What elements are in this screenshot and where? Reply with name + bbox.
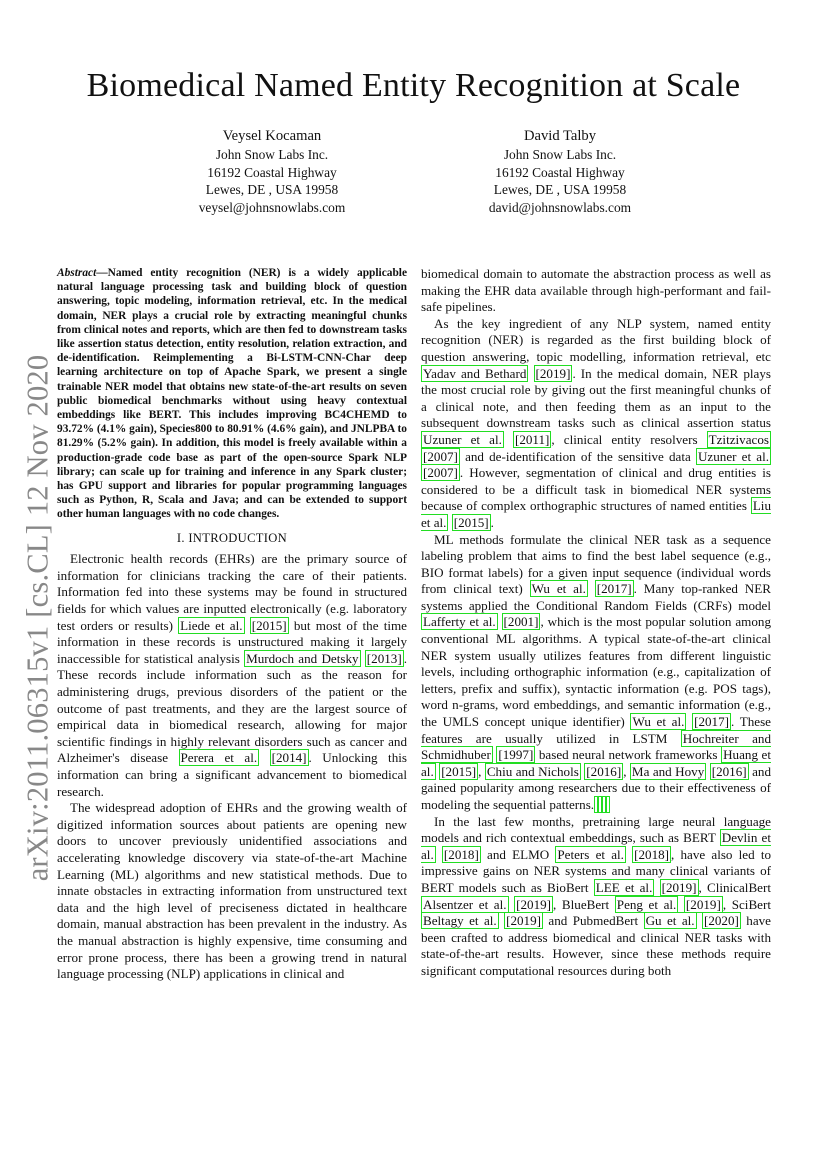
- section-heading: I. INTRODUCTION: [176, 530, 288, 545]
- author-street: 16192 Coastal Highway: [207, 164, 337, 180]
- citation-link[interactable]: LEE et al.: [595, 879, 653, 895]
- citation-link[interactable]: [1997]: [498, 747, 534, 763]
- citation-link[interactable]: Perera et al.: [180, 750, 258, 766]
- abstract-label: Abstract: [57, 267, 97, 279]
- author-city: Lewes, DE , USA 19958: [205, 182, 339, 198]
- author-name: David Talby: [523, 128, 597, 144]
- citation-link[interactable]: Murdoch and Detsky: [246, 650, 359, 666]
- author-org: John Snow Labs Inc.: [503, 147, 617, 162]
- paragraph-intro-2-cont: biomedical domain to automate the abstraction process as well as making the EHR data available through high-performant and fail-safe pipelines.: [421, 266, 771, 315]
- citation-link[interactable]: Wu et al.: [531, 581, 586, 597]
- citation-link[interactable]: [2016]: [711, 763, 747, 779]
- citation-link[interactable]: [2015]: [453, 514, 489, 530]
- citation-link[interactable]: [2016]: [586, 763, 622, 779]
- citation-link[interactable]: [2020]: [703, 913, 739, 929]
- paragraph-intro-2: The widespread adoption of EHRs and the growing wealth of digitized information sources about patients are opening new doors to uncover previously unidentified associations and accelerating knowledge discovery via state-of-the-art Machine Learning (ML) algorithms and new statistical methods. Due to innate obstacles in extracting information from unstructured text data and the high level of preciseness dictated in healthcare domain, manual abstraction has been prevalent in the industry. As the manual abstraction is highly expensive, time consuming and error prone process, there has been a growing trend in natural language processing (NLP) applications in clinical and: [57, 800, 407, 982]
- author-email: david@johnsnowlabs.com: [488, 199, 632, 215]
- citation-link[interactable]: Chiu and Nichols: [486, 763, 579, 779]
- citation-link[interactable]: Uzuner et al.: [423, 431, 502, 447]
- citation-link[interactable]: [2001]: [503, 614, 539, 630]
- citation-link[interactable]: [2017]: [694, 714, 730, 730]
- citation-link[interactable]: Alsentzer et al.: [423, 896, 507, 912]
- citation-link[interactable]: [2007]: [423, 465, 458, 481]
- citation-link[interactable]: Liede et al.: [180, 617, 243, 633]
- citation-link[interactable]: Peng et al.: [616, 896, 677, 912]
- author-org: John Snow Labs Inc.: [215, 147, 329, 162]
- citation-link[interactable]: [2014]: [271, 750, 307, 766]
- citation-link[interactable]: [2019]: [506, 913, 542, 929]
- author-name: Veysel Kocaman: [222, 128, 322, 144]
- author-block-1: [142, 126, 402, 216]
- citation-link[interactable]: [2018]: [443, 846, 479, 862]
- citation-link[interactable]: Peters et al.: [557, 846, 624, 862]
- abstract-text: —Named entity recognition (NER) is a widely applicable natural language processing task and building block of question answering, topic modeling, information retrieval, etc. In the medical domain, NER plays a crucial role by extracting meaningful chunks from clinical notes and reports, which are then fed to downstream tasks like assertion status detection, entity resolution, relation extraction, and de-identification. Reimplementing a Bi-LSTM-CNN-Char deep learning architecture on top of Apache Spark, we present a single trainable NER model that obtains new state-of-the-art results on seven public biomedical benchmarks without using heavy contextual embeddings like BERT. This includes improving BC4CHEMD to 93.72% (4.1% gain), Species800 to 80.91% (4.6% gain), and JNLPBA to 81.29% (5.2% gain). In addition, this model is freely available within a production-grade code base as part of the open-source Spark NLP library; can scale up for training and inference in any Spark cluster; has GPU support and libraries for popular programming languages such as Python, R, Scala and Java; and can be extended to support other human languages with no code changes.: [57, 267, 407, 521]
- citation-link[interactable]: [2015]: [251, 617, 287, 633]
- author-city: Lewes, DE , USA 19958: [493, 182, 627, 198]
- citation-link[interactable]: [2007]: [423, 448, 458, 464]
- citation-link[interactable]: Hochreiter and Schmidhuber: [421, 730, 771, 763]
- citation-link[interactable]: Yadav and Bethard: [423, 365, 527, 381]
- paragraph-intro-5: In the last few months, pretraining large neural language models and rich contextual embeddings, such as BERT Devlin et al. [2018] and ELMO Peters et al. [2018] , have also led to impressive gains on NER systems and many clinical variants of BERT models such as BioBert LEE et al. [2019] , ClinicalBert Alsentzer et al. [2019] , BlueBert Peng et al. [2019] , SciBert Beltagy et al. [2019] and PubmedBert Gu et al. [2020] have been crafted to address biomedical and clinical NER tasks with state-of-the-art results. However, since these methods require significant computational resources during both: [421, 813, 772, 978]
- citation-link[interactable]: [2019]: [685, 896, 721, 912]
- citation-link[interactable]: [2017]: [596, 581, 632, 597]
- citation-link[interactable]: [2019]: [516, 896, 552, 912]
- arxiv-sidebar-stamp: [18, 318, 58, 918]
- citation-link[interactable]: Uzuner et al.: [697, 448, 769, 464]
- paper-title: Biomedical Named Entity Recognition at Scale: [86, 67, 741, 104]
- paragraph-intro-3: As the key ingredient of any NLP system, named entity recognition (NER) is regarded as the first building block of question answering, topic modelling, information retrieval, etc Yadav and Bethard [2019] . In the medical domain, NER plays the most crucial role by giving out the first meaningful chunks of a clinical note, and then feeding them as an input to the subsequent downstream tasks such as clinical assertion status Uzuner et al. [2011] , clinical entity resolvers Tzitzivacos [2007] and de-identification of the sensitive data Uzuner et al. [2007] . However, segmentation of clinical and drug entities is considered to be a difficult task in biomedical NER systems because of complex orthographic structures of named entities Liu et al. [2015] .: [421, 315, 771, 530]
- citation-link[interactable]: [2015]: [441, 763, 477, 779]
- citation-link[interactable]: Lafferty et al.: [423, 614, 496, 630]
- paragraph-intro-4: ML methods formulate the clinical NER task as a sequence labeling problem that aims to find the best label sequence (e.g., BIO format labels) for a given input sequence (individual words from clinical text) Wu et al. [2017] . Many top-ranked NER systems applied the Conditional Random Fields (CRFs) model Lafferty et al. [2001] , which is the most popular solution among conventional ML algorithms. A typical state-of-the-art clinical NER system usually utilizes features from different linguistic levels, including orthographic information (e.g., capitalization of letters, prefix and suffix), syntactic information (e.g. POS tags), word n-grams, word embeddings, and semantic information (e.g., the UMLS concept unique identifier) Wu et al. [2017] . These features are usually utilized in LSTM Hochreiter and Schmidhuber [1997] based neural network frameworks Huang et al. [2015] , Chiu and Nichols [2016] , Ma and Hovy [2016] and gained popularity among researchers due to their effectiveness of modeling the sequential patterns.: [421, 531, 772, 812]
- left-column: [57, 266, 407, 983]
- citation-link[interactable]: [2013]: [366, 650, 402, 666]
- citation-link[interactable]: Liu et al.: [421, 498, 771, 530]
- citation-link[interactable]: [2019]: [661, 879, 697, 895]
- author-block-2: [430, 126, 690, 216]
- citation-link[interactable]: [2011]: [514, 431, 550, 447]
- paragraph-intro-1: Electronic health records (EHRs) are the primary source of information for clinicians tracking the care of their patients. Information fed into these systems may be found in structured fields for which values are inputted electronically (e.g. laboratory test orders or results) Liede et al. [2015] but most of the time information in these records is unstructured making it largely inaccessible for statistical analysis Murdoch and Detsky [2013] . These records include information such as the reason for administering drugs, previous disorders of the patient or the outcome of past treatments, and they are the largest source of empirical data in biomedical research, allowing for major scientific findings in highly relevant disorders such as cancer and Alzheimer's disease Perera et al. [2014] . Unlocking this information can bring a significant advancement to biomedical research.: [57, 551, 407, 799]
- arxiv-id: arXiv:2011.06315v1 [cs.CL] 12 Nov 2020: [20, 354, 55, 882]
- abstract: [57, 266, 407, 522]
- citation-link[interactable]: Gu et al.: [645, 913, 695, 929]
- citation-link[interactable]: [2018]: [634, 846, 670, 862]
- citation-link[interactable]: [606, 796, 610, 813]
- citation-link[interactable]: Wu et al.: [632, 714, 685, 730]
- author-street: 16192 Coastal Highway: [495, 164, 625, 180]
- author-email: veysel@johnsnowlabs.com: [198, 199, 346, 215]
- right-column: [421, 266, 771, 980]
- citation-link[interactable]: [2019]: [535, 365, 571, 381]
- citation-link[interactable]: Huang et al.: [421, 747, 771, 779]
- citation-link[interactable]: Beltagy et al.: [423, 913, 497, 929]
- citation-link[interactable]: Ma and Hovy: [631, 763, 705, 779]
- citation-link[interactable]: Devlin et al.: [421, 830, 771, 862]
- citation-link[interactable]: Tzitzivacos: [708, 431, 769, 447]
